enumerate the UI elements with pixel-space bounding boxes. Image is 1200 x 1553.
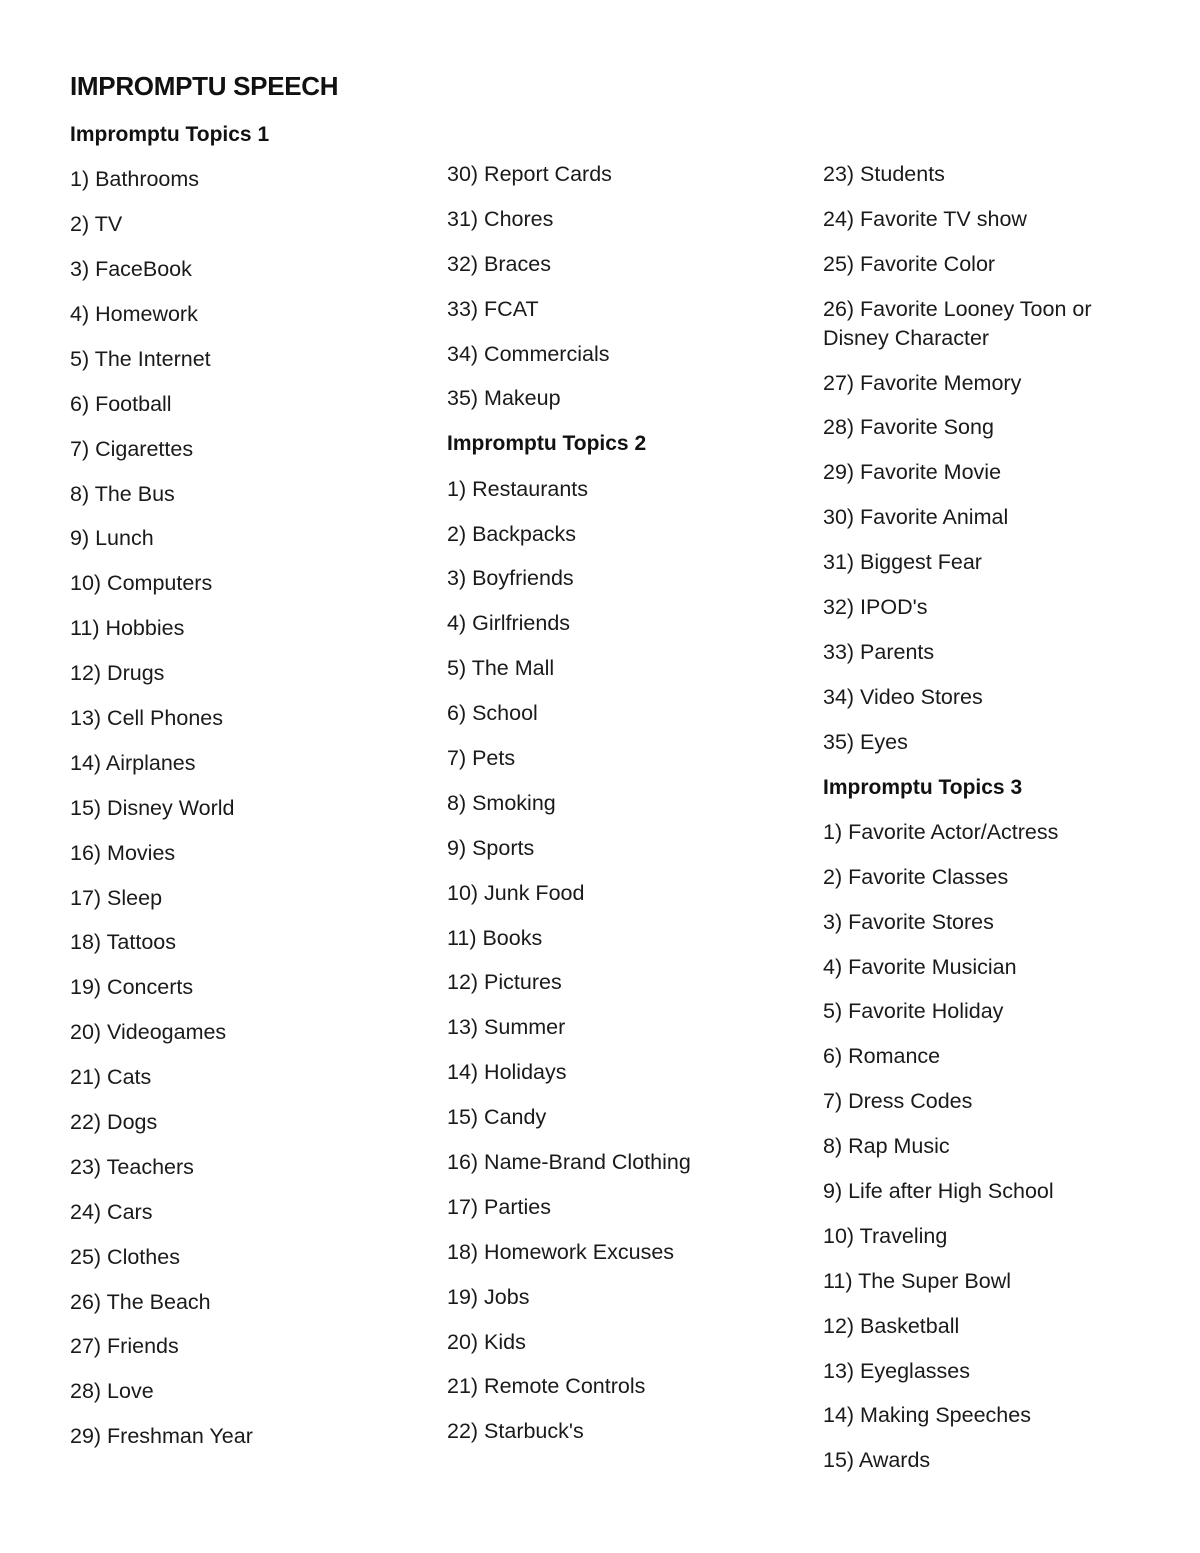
list-item: 2) Favorite Classes bbox=[823, 864, 1009, 889]
list-item: 21) Cats bbox=[70, 1065, 152, 1090]
topics-2-list bbox=[447, 475, 807, 1447]
column-2 bbox=[447, 160, 807, 1462]
list-item: 20) Kids bbox=[447, 1329, 526, 1354]
topics-2-continued-list bbox=[823, 160, 1153, 757]
column-1 bbox=[70, 120, 420, 1467]
list-item: 5) Favorite Holiday bbox=[823, 999, 1004, 1024]
list-item: 23) Students bbox=[823, 162, 945, 186]
list-item: 12) Drugs bbox=[70, 661, 165, 686]
list-item: 3) Favorite Stores bbox=[823, 909, 994, 934]
list-item: 7) Pets bbox=[447, 745, 516, 770]
list-item: 15) Candy bbox=[447, 1105, 547, 1130]
list-item: 30) Report Cards bbox=[447, 162, 612, 186]
list-item: 9) Lunch bbox=[70, 526, 154, 551]
list-item: 13) Eyeglasses bbox=[823, 1358, 970, 1383]
list-item: 6) Romance bbox=[823, 1044, 941, 1069]
list-item: 20) Videogames bbox=[70, 1020, 227, 1045]
list-item: 17) Sleep bbox=[70, 885, 163, 910]
list-item: 23) Teachers bbox=[70, 1154, 194, 1179]
list-item: 18) Homework Excuses bbox=[447, 1239, 675, 1264]
list-item: 34) Commercials bbox=[447, 341, 610, 366]
section-heading-topics-2: Impromptu Topics 2 bbox=[447, 432, 647, 456]
list-item: 7) Dress Codes bbox=[823, 1089, 973, 1114]
list-item: 14) Holidays bbox=[447, 1060, 567, 1085]
list-item: 19) Jobs bbox=[447, 1284, 530, 1309]
list-item: 17) Parties bbox=[447, 1194, 551, 1219]
list-item: 2) Backpacks bbox=[447, 521, 577, 546]
topics-1-continued-list bbox=[447, 160, 807, 413]
list-item: 6) School bbox=[447, 701, 538, 726]
list-item: 31) Chores bbox=[447, 206, 554, 231]
list-item: 26) Favorite Looney Toon or Disney Character bbox=[823, 296, 1092, 350]
list-item: 24) Cars bbox=[70, 1199, 153, 1224]
list-item: 28) Favorite Song bbox=[823, 415, 994, 440]
list-item: 32) IPOD's bbox=[823, 595, 928, 620]
list-item: 8) Rap Music bbox=[823, 1134, 950, 1159]
list-item: 34) Video Stores bbox=[823, 684, 983, 709]
list-item: 29) Freshman Year bbox=[70, 1424, 253, 1449]
list-item: 7) Cigarettes bbox=[70, 436, 194, 461]
list-item: 31) Biggest Fear bbox=[823, 550, 982, 575]
list-item: 12) Pictures bbox=[447, 970, 562, 995]
topics-3-list bbox=[823, 818, 1153, 1475]
list-item: 22) Dogs bbox=[70, 1110, 158, 1134]
list-item: 12) Basketball bbox=[823, 1313, 960, 1338]
list-item: 28) Love bbox=[70, 1379, 154, 1404]
column-3 bbox=[823, 160, 1153, 1491]
list-item: 25) Favorite Color bbox=[823, 251, 996, 276]
list-item: 2) TV bbox=[70, 212, 123, 237]
list-item: 35) Eyes bbox=[823, 729, 908, 754]
list-item: 30) Favorite Animal bbox=[823, 505, 1009, 530]
list-item: 29) Favorite Movie bbox=[823, 460, 1002, 485]
list-item: 21) Remote Controls bbox=[447, 1374, 646, 1399]
list-item: 22) Starbuck's bbox=[447, 1419, 584, 1444]
list-item: 16) Name-Brand Clothing bbox=[447, 1150, 691, 1174]
list-item: 11) The Super Bowl bbox=[823, 1268, 1012, 1293]
list-item: 10) Traveling bbox=[823, 1223, 948, 1248]
list-item: 11) Hobbies bbox=[70, 616, 185, 641]
list-item: 24) Favorite TV show bbox=[823, 206, 1027, 231]
list-item: 6) Football bbox=[70, 391, 172, 416]
list-item: 5) The Internet bbox=[70, 346, 211, 371]
list-item: 10) Junk Food bbox=[447, 880, 585, 905]
list-item: 8) Smoking bbox=[447, 790, 556, 815]
list-item: 10) Computers bbox=[70, 571, 213, 596]
list-item: 11) Books bbox=[447, 925, 543, 950]
topics-1-list bbox=[70, 165, 420, 1451]
list-item: 33) FCAT bbox=[447, 296, 539, 321]
list-item: 35) Makeup bbox=[447, 386, 561, 411]
list-item: 18) Tattoos bbox=[70, 930, 176, 955]
list-item: 26) The Beach bbox=[70, 1289, 211, 1314]
list-item: 14) Making Speeches bbox=[823, 1403, 1031, 1428]
list-item: 4) Girlfriends bbox=[447, 611, 571, 636]
list-item: 4) Favorite Musician bbox=[823, 954, 1017, 979]
list-item: 3) FaceBook bbox=[70, 257, 192, 282]
list-item: 32) Braces bbox=[447, 251, 551, 276]
list-item: 13) Summer bbox=[447, 1015, 566, 1040]
list-item: 8) The Bus bbox=[70, 481, 175, 506]
list-item: 16) Movies bbox=[70, 840, 176, 865]
list-item: 25) Clothes bbox=[70, 1244, 180, 1269]
list-item: 33) Parents bbox=[823, 639, 935, 664]
list-item: 1) Favorite Actor/Actress bbox=[823, 819, 1059, 844]
list-item: 13) Cell Phones bbox=[70, 705, 223, 730]
list-item: 9) Sports bbox=[447, 835, 535, 860]
list-item: 1) Restaurants bbox=[447, 476, 589, 501]
list-item: 3) Boyfriends bbox=[447, 566, 574, 591]
section-heading-topics-3: Impromptu Topics 3 bbox=[823, 775, 1023, 799]
list-item: 4) Homework bbox=[70, 301, 198, 326]
list-item: 15) Disney World bbox=[70, 795, 235, 820]
section-heading-topics-1: Impromptu Topics 1 bbox=[70, 123, 270, 146]
list-item: 19) Concerts bbox=[70, 975, 194, 1000]
list-item: 15) Awards bbox=[823, 1448, 931, 1473]
list-item: 27) Friends bbox=[70, 1334, 179, 1359]
list-item: 1) Bathrooms bbox=[70, 167, 200, 192]
page-title: IMPROMPTU SPEECH bbox=[70, 71, 339, 101]
list-item: 27) Favorite Memory bbox=[823, 370, 1022, 395]
list-item: 9) Life after High School bbox=[823, 1179, 1054, 1203]
list-item: 14) Airplanes bbox=[70, 750, 196, 775]
list-item: 5) The Mall bbox=[447, 656, 555, 681]
